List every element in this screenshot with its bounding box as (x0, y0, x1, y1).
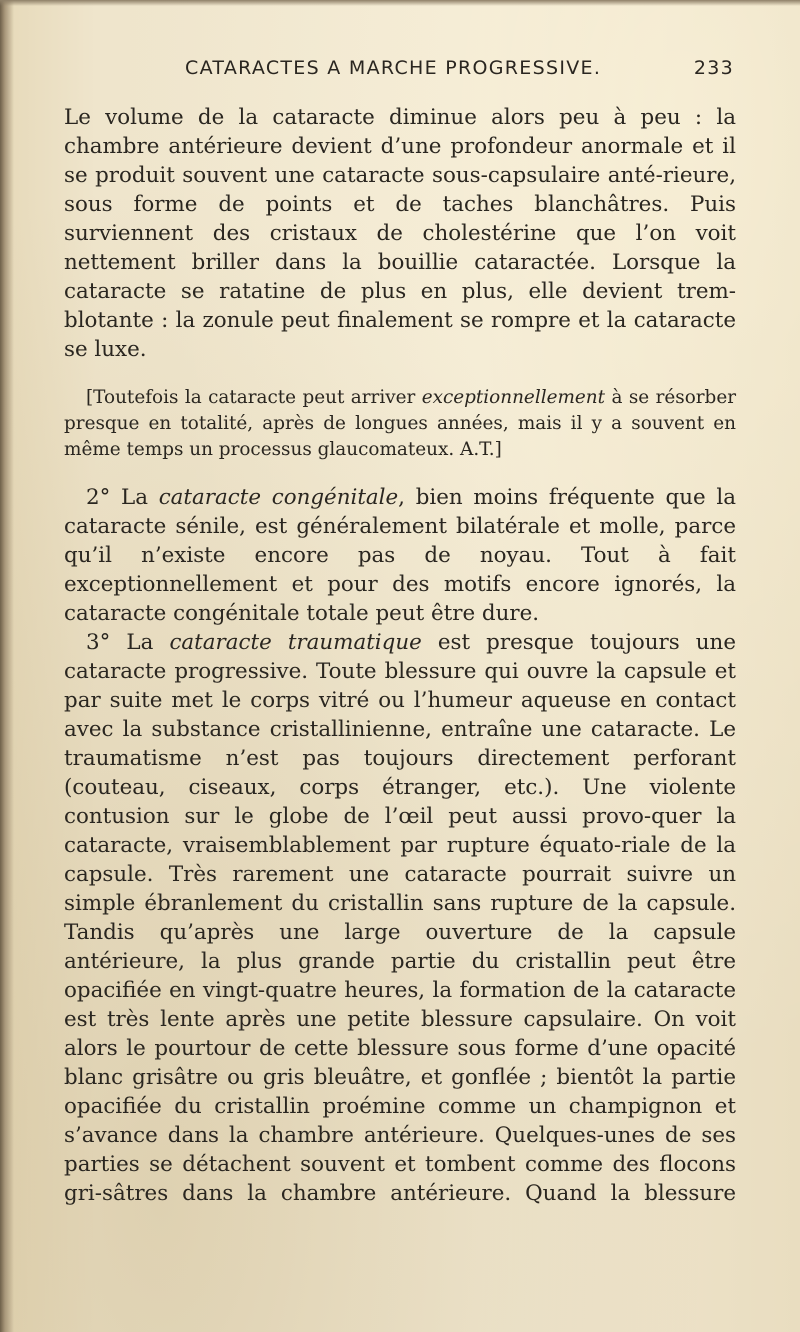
paragraph-cataracte-traumatique (64, 628, 736, 1208)
paragraph-3-text: est presque toujours une cataracte progressive. Toute blessure qui ouvre la capsule et par suite met le corps vitré ou l’humeur aqueuse en contact avec la substance cristallinienne, entraîne une cataracte. Le traumatisme n’est pas toujours directement perforant (couteau, ciseaux, corps étranger, etc.). Une violente contusion sur le globe de l’œil peut aussi provo-quer la cataracte, vraisemblablement par rupture équato-riale de la capsule. Très rarement une cataracte pourrait suivre un simple ébranlement du cristallin sans rupture de la capsule. Tandis qu’après une large ouverture de la capsule antérieure, la plus grande partie du cristallin peut être opacifiée en vingt-quatre heures, la formation de la cataracte est très lente après une petite blessure capsulaire. On voit alors le pourtour de cette blessure sous forme d’une opacité blanc grisâtre ou gris bleuâtre, et gonflée ; bientôt la partie opacifiée du cristallin proémine comme un champignon et s’avance dans la chambre antérieure. Quelques-unes de ses parties se détachent souvent et tombent comme des flocons gri-sâtres dans la chambre antérieure. Quand la blessure (64, 630, 736, 1206)
running-title: CATARACTES A MARCHE PROGRESSIVE. (185, 57, 602, 79)
paragraph-cataracte-congenitale (64, 483, 736, 628)
page-number: 233 (693, 57, 734, 79)
binding-shadow (0, 0, 14, 1332)
note-emphasis: exceptionnellement (421, 387, 606, 408)
section-number-3: 3° La (86, 630, 170, 655)
term-cataracte-congenitale: cataracte congénitale (158, 485, 399, 510)
page-top-edge (0, 0, 800, 6)
body-text (64, 103, 736, 1208)
note-text-end: à se résorber presque en totalité, après de longues années, mais il y a souvent en même temps un processus glaucomateux. A.T.] (64, 387, 737, 460)
note-text-start: [Toutefois la cataracte peut arriver (86, 387, 422, 408)
section-number-2: 2° La (86, 485, 159, 510)
paragraph-2-text: , bien moins fréquente que la cataracte sénile, est généralement bilatérale et molle, parce qu’il n’existe encore pas de noyau. Tout à fait exceptionnellement et pour des motifs encore ignorés, la cataracte congénitale totale peut être dure. (64, 485, 736, 626)
translator-note (64, 385, 736, 463)
paragraph-volume-cataracte: Le volume de la cataracte diminue alors peu à peu : la chambre antérieure devient d’une profondeur anormale et il se produit souvent une cataracte sous-capsulaire anté-rieure, sous forme de points et de taches blanchâtres. Puis surviennent des cristaux de cholestérine que l’on voit nettement briller dans la bouillie cataractée. Lorsque la cataracte se ratatine de plus en plus, elle devient trem-blotante : la zonule peut finalement se rompre et la cataracte se luxe. (64, 105, 736, 362)
page-header (64, 54, 736, 86)
term-cataracte-traumatique: cataracte traumatique (169, 630, 422, 655)
